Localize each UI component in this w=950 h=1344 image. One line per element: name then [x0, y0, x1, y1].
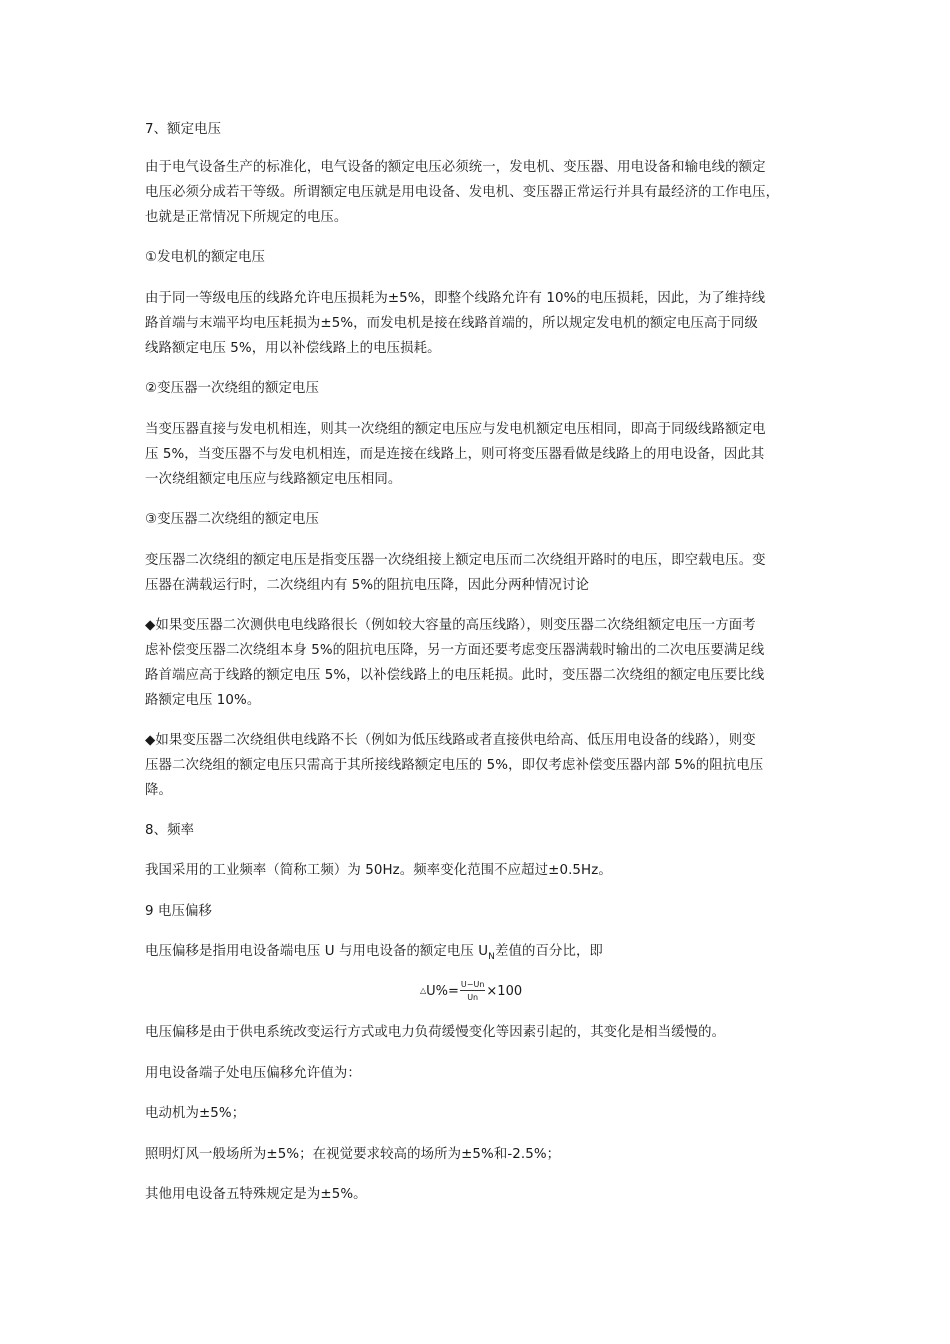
bullet-2-line-3: 降。 [145, 783, 172, 798]
bullet-2-line-2: 压器二次绕组的额定电压只需高于其所接线路额定电压的 5%，即仅考虑补偿变压器内部 5%的阻抗电压 [145, 758, 764, 773]
section-7-title: 7、额定电压 [145, 122, 222, 137]
section-7-line-2: 电压必须分成若干等级。所谓额定电压就是用电设备、发电机、变压器正常运行并具有最经济的工作电压， [145, 185, 780, 200]
allowance-lighting: 照明灯风一般场所为±5%；在视觉要求较高的场所为±5%和-2.5%； [145, 1147, 561, 1162]
section-9-definition [145, 940, 825, 970]
section-8-title: 8、频率 [145, 823, 195, 838]
fraction-denominator: Un [467, 993, 479, 1002]
section-7-line-3: 也就是正常情况下所规定的电压。 [145, 210, 348, 225]
section-8-text: 我国采用的工业频率（简称工频）为 50Hz。频率变化范围不应超过±0.5Hz。 [145, 863, 612, 878]
formula-fraction [460, 980, 485, 1003]
allowance-other: 其他用电设备五特殊规定是为±5%。 [145, 1187, 367, 1202]
definition-text-post: 差值的百分比，即 [495, 944, 603, 959]
formula-lhs: U%= [426, 984, 459, 999]
bullet-1-line-4: 路额定电压 10%。 [145, 693, 261, 708]
section-9-title: 9 电压偏移 [145, 904, 212, 919]
bullet-1-line-2: 虑补偿变压器二次绕组本身 5%的阻抗电压降，另一方面还要考虑变压器满载时输出的二次电压要满足线 [145, 643, 765, 658]
section-9-text: 电压偏移是由于供电系统改变运行方式或电力负荷缓慢变化等因素引起的，其变化是相当缓慢的。 [145, 1025, 726, 1040]
transformer-secondary-title: ③变压器二次绕组的额定电压 [145, 512, 319, 527]
bullet-1-line-1: ◆如果变压器二次测供电电线路很长（例如较大容量的高压线路），则变压器二次绕组额定电压一方面考 [145, 618, 756, 633]
generator-line-3: 线路额定电压 5%，用以补偿线路上的电压损耗。 [145, 341, 441, 356]
generator-line-1: 由于同一等级电压的线路允许电压损耗为±5%，即整个线路允许有 10%的电压损耗，因此，为了维持线 [145, 291, 766, 306]
definition-text-pre: 电压偏移是指用电设备端电压 U 与用电设备的额定电压 U [145, 944, 489, 959]
definition-subscript: N [488, 952, 495, 962]
section-7-line-1: 由于电气设备生产的标准化，电气设备的额定电压必须统一，发电机、变压器、用电设备和输电线的额定 [145, 160, 766, 175]
allowance-title: 用电设备端子处电压偏移允许值为： [145, 1066, 361, 1081]
bullet-2-line-1: ◆如果变压器二次绕组供电线路不长（例如为低压线路或者直接供电给高、低压用电设备的线路），则变 [145, 733, 756, 748]
formula-rhs: ×100 [486, 984, 523, 999]
transformer-primary-line-3: 一次绕组额定电压应与线路额定电压相同。 [145, 472, 402, 487]
voltage-deviation-formula [420, 980, 522, 1003]
generator-line-2: 路首端与末端平均电压耗损为±5%，而发电机是接在线路首端的，所以规定发电机的额定电压高于同级 [145, 316, 758, 331]
transformer-secondary-line-1: 变压器二次绕组的额定电压是指变压器一次绕组接上额定电压而二次绕组开路时的电压，即空载电压。变 [145, 553, 766, 568]
fraction-numerator: U−Un [460, 980, 485, 989]
transformer-primary-line-2: 压 5%，当变压器不与发电机相连，而是连接在线路上，则可将变压器看做是线路上的用电设备，因此其 [145, 447, 765, 462]
transformer-secondary-line-2: 压器在满载运行时，二次绕组内有 5%的阻抗电压降，因此分两种情况讨论 [145, 578, 590, 593]
transformer-primary-line-1: 当变压器直接与发电机相连，则其一次绕组的额定电压应与发电机额定电压相同，即高于同级线路额定电 [145, 422, 766, 437]
delta-symbol: △ [420, 986, 427, 995]
allowance-motor: 电动机为±5%； [145, 1106, 246, 1121]
bullet-1-line-3: 路首端应高于线路的额定电压 5%，以补偿线路上的电压耗损。此时，变压器二次绕组的额定电压要比线 [145, 668, 765, 683]
generator-title: ①发电机的额定电压 [145, 250, 266, 265]
transformer-primary-title: ②变压器一次绕组的额定电压 [145, 381, 319, 396]
